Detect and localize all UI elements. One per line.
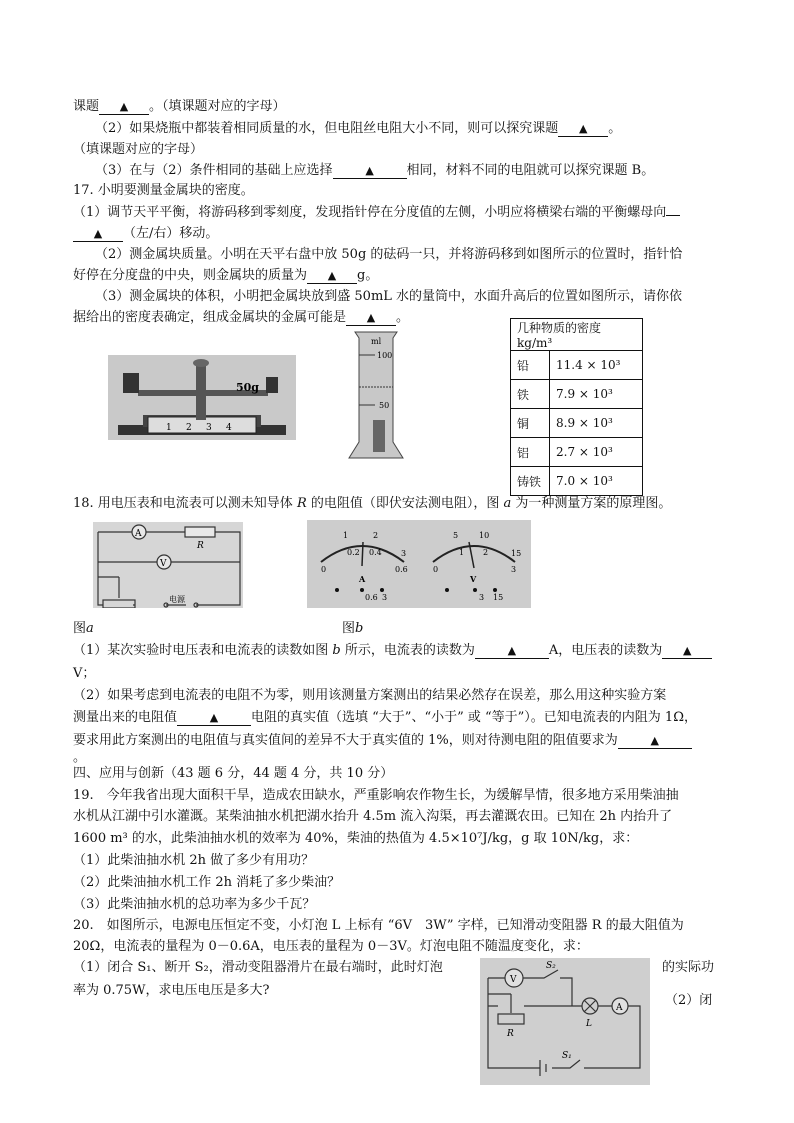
text-segment: 20Ω，电流表的量程为 0－0.6A，电压表的量程为 0－3V。灯泡电阻不随温度变化，求： [73, 939, 589, 954]
text-segment: （2）如果烧瓶中都装着相同质量的水，但电阻丝电阻大小不同，则可以探究课题 [95, 121, 559, 136]
circuit-diagram-a [93, 522, 243, 608]
ammeter-tick: 0.2 [347, 548, 360, 557]
text-segment: （2）闭 [665, 993, 713, 1008]
text-segment: 据给出的密度表确定，组成金属块的金属可能是 [73, 310, 347, 325]
text-segment: 相同，材料不同的电阻就可以探究课题 B。 [406, 163, 655, 178]
text-line [73, 99, 286, 115]
density-value: 7.0 × 10³ [550, 467, 643, 496]
table-row [511, 467, 643, 496]
table-row [511, 380, 643, 409]
mark-100: 100 [377, 351, 393, 360]
text-line [73, 788, 679, 804]
ammeter-tick: 3 [401, 549, 407, 558]
resistor-label: R [197, 541, 204, 551]
text-segment: （1）调节天平平衡，将游码移到零刻度，发现指针停在分度值的左侧，小明应将横梁右端的平衡螺母向 [73, 205, 667, 220]
text-segment: 。（填课题对应的字母） [149, 99, 286, 114]
answer-blank[interactable] [666, 215, 680, 216]
table-row [511, 409, 643, 438]
text-line [95, 289, 682, 305]
answer-blank[interactable]: ▲ [662, 644, 712, 659]
answer-blank[interactable]: ▲ [73, 227, 123, 242]
text-segment: 四、应用与创新（43 题 6 分，44 题 4 分，共 10 分） [73, 766, 394, 781]
density-value: 8.9 × 10³ [550, 409, 643, 438]
ammeter-tick: 0 [321, 565, 327, 574]
text-line [665, 993, 712, 1009]
text-line [73, 183, 254, 199]
text-line [73, 939, 589, 955]
ammeter-terminal: 3 [382, 593, 388, 602]
text-line [73, 897, 315, 913]
switch-s2-label: S₂ [546, 961, 556, 971]
text-line [73, 750, 86, 766]
text-segment: 19. 今年我省出现大面积干旱，造成农田缺水，严重影响农作物生长，为缓解旱情，很多地方采用柴油抽 [73, 788, 679, 803]
text-segment: （3）测金属块的体积，小明把金属块放到盛 50mL 水的量筒中，水面升高后的位置如图所示，请你依 [95, 289, 683, 304]
text-segment: 图 [73, 621, 87, 636]
voltmeter-terminal: 3 [479, 593, 485, 602]
mark-50: 50 [379, 401, 390, 410]
text-line [95, 247, 682, 263]
text-segment: 17. 小明要测量金属块的密度。 [73, 183, 254, 198]
text-line [73, 918, 684, 934]
text-segment: （1）此柴油抽水机 2h 做了多少有用功？ [73, 853, 315, 868]
text-segment: 好停在分度盘的中央，则金属块的质量为 [73, 268, 308, 283]
text-line [73, 853, 314, 869]
rheostat-label: R [507, 1029, 514, 1039]
table-row [511, 438, 643, 467]
voltmeter-label: V [470, 574, 477, 584]
text-segment: 所示，电流表的读数为 [340, 643, 475, 658]
ammeter-tick: 0.4 [369, 548, 382, 557]
text-segment: 测量出来的电阻值 [73, 710, 178, 725]
voltmeter-terminal: 15 [493, 593, 504, 602]
text-line [95, 121, 621, 137]
text-line [73, 666, 95, 682]
material-name: 铝 [511, 438, 550, 467]
text-line [73, 983, 269, 999]
table-row [511, 351, 643, 380]
density-value: 11.4 × 10³ [550, 351, 643, 380]
text-segment: （填课题对应的字母） [73, 142, 204, 157]
text-segment: 1600 m³ 的水，此柴油抽水机的效率为 40%，柴油的热值为 4.5×10⁷J/kg，g 取 10N/kg，求： [73, 831, 639, 846]
ammeter-tick: 2 [373, 531, 379, 540]
text-line [73, 766, 393, 782]
text-segment: 18. 用电压表和电流表可以测未知导体 [73, 496, 297, 511]
text-segment: 图 [342, 621, 356, 636]
text-line [73, 710, 697, 726]
voltmeter-label: V [510, 975, 517, 985]
answer-blank[interactable]: ▲ [177, 711, 251, 726]
text-segment: （1）闭合 S₁、断开 S₂，滑动变阻器滑片在最右端时，此时灯泡 [73, 960, 443, 975]
text-line [73, 733, 692, 749]
text-segment: 电阻的真实值（选填 “大于”、“小于” 或 “等于”）。已知电流表的内阻为 1Ω， [251, 710, 697, 725]
material-name: 铁 [511, 380, 550, 409]
ammeter-label: A [135, 529, 142, 539]
text-line [73, 831, 638, 847]
italic-symbol: R [296, 496, 307, 511]
balance-figure [108, 355, 296, 440]
text-segment: 的电阻值（即伏安法测电阻），图 [306, 496, 504, 511]
switch-s1-label: S₁ [562, 1051, 572, 1061]
ammeter-needle [362, 542, 363, 566]
text-line [95, 163, 654, 179]
text-line [73, 496, 671, 512]
text-line [73, 142, 203, 158]
ammeter-label: A [359, 574, 366, 584]
ammeter-tick: 1 [343, 531, 349, 540]
voltmeter-tick: 5 [453, 531, 459, 540]
text-line [73, 809, 672, 825]
ammeter-tick: 0.6 [395, 565, 408, 574]
italic-symbol: b [332, 643, 341, 658]
text-segment: 课题 [73, 99, 100, 114]
voltmeter-tick: 1 [459, 548, 465, 557]
rider-scale-4: 4 [226, 423, 232, 433]
answer-blank[interactable]: ▲ [307, 269, 357, 284]
text-segment: 为一种测量方案的原理图。 [511, 496, 672, 511]
text-segment: 。 [73, 750, 87, 765]
power-source-label: 电源 [169, 595, 185, 604]
text-segment: 水机从江湖中引水灌溉。某柴油抽水机把湖水抬升 4.5m 流入沟渠，再去灌溉农田。已知在 2h 内抬升了 [73, 809, 673, 824]
text-segment: （2）此柴油抽水机工作 2h 消耗了多少柴油？ [73, 875, 341, 890]
text-segment: （1）某次实验时电压表和电流表的读数如图 [73, 643, 333, 658]
text-line [73, 226, 218, 242]
italic-symbol: b [355, 621, 364, 636]
text-line [73, 688, 666, 704]
text-segment: （左/右）移动。 [123, 226, 219, 241]
ammeter-label: A [616, 1003, 623, 1013]
ammeter-terminal: 0.6 [365, 593, 378, 602]
text-line [73, 875, 340, 891]
text-line [73, 310, 409, 326]
text-segment: 的实际功 [662, 960, 715, 975]
density-value: 7.9 × 10³ [550, 380, 643, 409]
italic-symbol: a [503, 496, 512, 511]
voltmeter-tick: 2 [483, 548, 489, 557]
voltmeter-tick: 10 [479, 531, 490, 540]
meters-figure-b [307, 520, 531, 608]
graduated-cylinder-figure [347, 330, 405, 460]
answer-blank[interactable]: ▲ [333, 164, 407, 179]
material-name: 铅 [511, 351, 550, 380]
text-segment: 。 [608, 121, 622, 136]
answer-blank[interactable]: ▲ [346, 311, 396, 326]
text-segment: （3）此柴油抽水机的总功率为多少千瓦？ [73, 897, 316, 912]
density-value: 2.7 × 10³ [550, 438, 643, 467]
text-line [342, 621, 363, 637]
text-segment: （2）如果考虑到电流表的电阻不为零，则用该测量方案测出的结果必然存在误差，那么用这种实验方案 [73, 688, 667, 703]
text-segment: A，电压表的读数为 [548, 643, 663, 658]
text-segment: 率为 0.75W，求电压电压是多大? [73, 983, 270, 998]
voltmeter-tick: 3 [511, 565, 517, 574]
answer-blank[interactable]: ▲ [99, 100, 149, 115]
text-line [662, 960, 714, 976]
text-line [73, 205, 680, 221]
text-line [73, 621, 94, 637]
text-line [73, 268, 378, 284]
text-segment: V； [73, 666, 96, 681]
text-segment: 要求用此方案测出的电阻值与真实值间的差异不大于真实值的 1%，则对待测电阻的阻值要求为 [73, 733, 618, 748]
voltmeter-tick: 15 [511, 549, 522, 558]
text-segment: 20. 如图所示，电源电压恒定不变，小灯泡 L 上标有 “6V 3W” 字样，已知滑动变阻器 R 的最大阻值为 [73, 918, 684, 933]
density-table-header: 几种物质的密度 kg/m³ [511, 319, 643, 351]
weight-label: 50g [236, 381, 259, 394]
voltmeter-tick: 0 [433, 565, 439, 574]
unit-label: ml [371, 337, 382, 346]
material-name: 铜 [511, 409, 550, 438]
lamp-label: L [586, 1019, 592, 1029]
text-line [73, 643, 712, 659]
text-segment: （3）在与（2）条件相同的基础上应选择 [95, 163, 333, 178]
answer-blank[interactable]: ▲ [618, 734, 692, 749]
material-name: 铸铁 [511, 467, 550, 496]
circuit-diagram-q20 [480, 958, 650, 1085]
answer-blank[interactable]: ▲ [558, 122, 608, 137]
text-segment: （2）测金属块质量。小明在天平右盘中放 50g 的砝码一只，并将游码移到如图所示的位置时，指针恰 [95, 247, 683, 262]
rider-scale-1: 1 [166, 423, 172, 433]
voltmeter-label: V [160, 559, 167, 569]
italic-symbol: a [86, 621, 94, 636]
density-table [510, 318, 643, 496]
answer-blank[interactable]: ▲ [475, 644, 549, 659]
rider-scale-2: 2 [186, 423, 192, 433]
text-segment: g。 [357, 268, 379, 283]
text-segment: 。 [396, 310, 410, 325]
text-line [73, 960, 443, 976]
rider-scale-3: 3 [206, 423, 212, 433]
